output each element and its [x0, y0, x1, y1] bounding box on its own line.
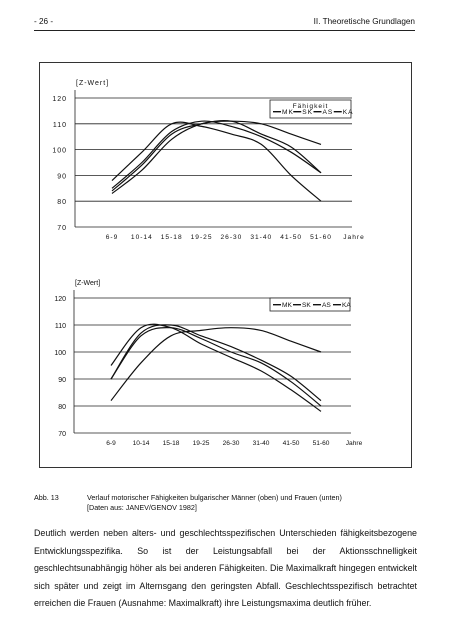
x-axis-title: Jahre — [345, 440, 363, 447]
figure-caption-source: [Daten aus: JANEV/GENOV 1982] — [87, 503, 197, 512]
y-axis-title: [Z-Wert] — [75, 280, 101, 287]
series-line-ka — [111, 328, 321, 401]
body-paragraph: Deutlich werden neben alters- und geschlechtsspezifischen Unterschieden fähigkeitsbezogene Entwicklungsspezifika. So ist der Leistungsabfall bei der Aktionsschnelligkeit geschlechtsunabhängig höher als bei anderen Fähigkeiten. Die Maximalkraft hingegen entwickelt sich später und zeigt im Alternsgang den geringsten Abfall. Geschlechtsspezifisch betrachtet erreichen die Frauen (Ausnahme: Maximalkraft) ihre Leistungsmaxima deutlich früher. — [34, 528, 417, 608]
x-tick-label: 51-60 — [310, 234, 332, 241]
y-tick-label: 100 — [54, 350, 66, 357]
x-axis-title: Jahre — [343, 234, 365, 241]
chapter-title: II. Theoretische Grundlagen — [313, 17, 415, 26]
legend-entry: SK — [302, 302, 311, 309]
x-tick-label: 19-25 — [190, 234, 213, 241]
x-tick-label: 51-60 — [312, 440, 330, 447]
figure-caption — [87, 493, 417, 513]
y-tick-label: 90 — [57, 173, 67, 181]
legend-entry: AS — [322, 109, 334, 116]
x-tick-label: 31-40 — [250, 234, 273, 241]
legend-entry: MK — [282, 109, 294, 116]
legend-entry: AS — [322, 302, 331, 309]
x-tick-label: 10-14 — [130, 234, 153, 241]
x-tick-label: 6-9 — [105, 234, 119, 241]
legend-title: Fähigkeit — [292, 103, 329, 110]
y-tick-label: 120 — [54, 296, 66, 303]
x-tick-label: 41-50 — [282, 440, 300, 447]
figure-caption-line1: Verlauf motorischer Fähigkeiten bulgarischer Männer (oben) und Frauen (unten) — [87, 493, 342, 502]
y-tick-label: 90 — [58, 377, 66, 384]
x-tick-label: 15-18 — [162, 440, 180, 447]
legend-entry: KA — [342, 302, 351, 309]
series-line-as — [111, 324, 321, 411]
x-tick-label: 41-50 — [280, 234, 303, 241]
y-tick-label: 80 — [58, 404, 66, 411]
x-tick-label: 19-25 — [192, 440, 210, 447]
x-tick-label: 26-30 — [220, 234, 243, 241]
x-tick-label: 6-9 — [106, 440, 116, 447]
y-tick-label: 100 — [52, 147, 67, 155]
legend-entry: SK — [302, 109, 314, 116]
y-tick-label: 80 — [57, 199, 67, 207]
y-tick-label: 110 — [54, 323, 66, 330]
y-tick-label: 120 — [52, 96, 67, 103]
legend-entry: KA — [342, 109, 354, 116]
page-number: - 26 - — [34, 17, 54, 26]
x-tick-label: 31-40 — [252, 440, 270, 447]
y-axis-title: [Z-Wert] — [76, 80, 110, 87]
y-tick-label: 70 — [58, 431, 66, 438]
y-tick-label: 70 — [57, 225, 67, 232]
x-tick-label: 15-18 — [160, 234, 183, 241]
y-tick-label: 110 — [52, 121, 67, 129]
legend-entry: MK — [282, 302, 292, 309]
series-line-sk — [111, 328, 321, 406]
x-tick-label: 10-14 — [132, 440, 150, 447]
figure-label: Abb. 13 — [34, 493, 59, 502]
x-tick-label: 26-30 — [222, 440, 240, 447]
